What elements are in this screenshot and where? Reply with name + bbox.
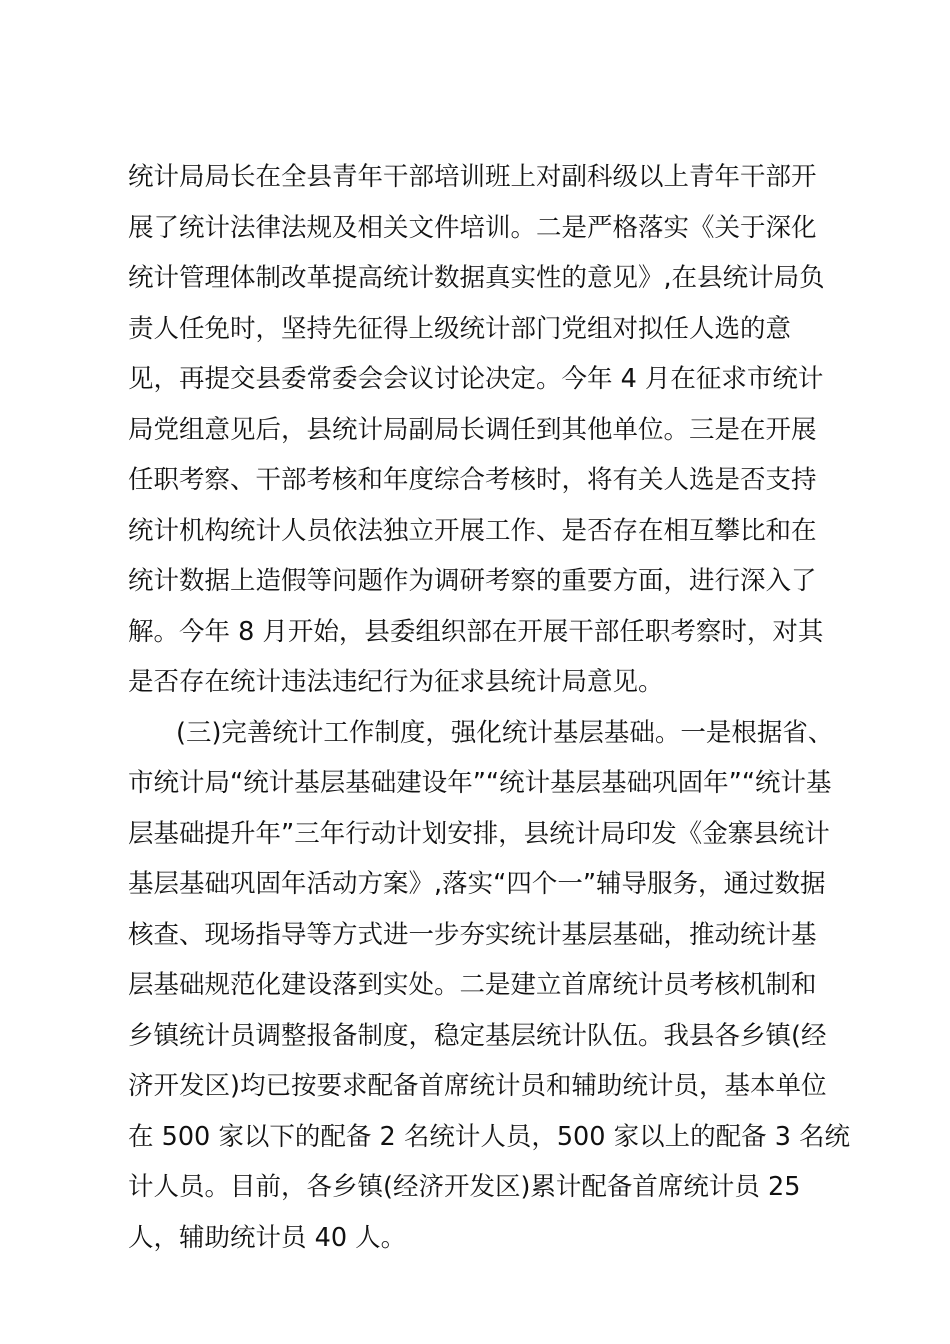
section-heading-line: (三)完善统计工作制度，强化统计基层基础。一是根据省、	[176, 717, 834, 748]
text-line: 见，再提交县委常委会会议讨论决定。今年 4 月在征求市统计	[128, 364, 824, 394]
text-line: 在 500 家以下的配备 2 名统计人员，500 家以上的配备 3 名统	[128, 1121, 851, 1152]
text-line: 局党组意见后，县统计局副局长调任到其他单位。三是在开展	[128, 414, 817, 445]
text-line: 层基础规范化建设落到实处。二是建立首席统计员考核机制和	[128, 970, 817, 1000]
text-line: 统计机构统计人员依法独立开展工作、是否存在相互攀比和在	[128, 515, 817, 546]
text-line: 展了统计法律法规及相关文件培训。二是严格落实《关于深化	[128, 212, 817, 243]
text-line: 任职考察、干部考核和年度综合考核时，将有关人选是否支持	[128, 465, 817, 495]
text-line: 是否存在统计违法违纪行为征求县统计局意见。	[128, 667, 664, 697]
text-line: 责人任免时，坚持先征得上级统计部门党组对拟任人选的意	[128, 313, 792, 344]
body-text	[128, 152, 851, 1263]
text-line: 统计局局长在全县青年干部培训班上对副科级以上青年干部开	[128, 162, 817, 192]
text-line: 济开发区)均已按要求配备首席统计员和辅助统计员，基本单位	[128, 1071, 827, 1101]
text-line: 统计数据上造假等问题作为调研考察的重要方面，进行深入了	[128, 566, 817, 596]
text-line: 人，辅助统计员 40 人。	[128, 1222, 407, 1253]
text-line: 统计管理体制改革提高统计数据真实性的意见》,在县统计局负	[128, 263, 825, 293]
text-line: 市统计局“统计基层基础建设年”“统计基层基础巩固年”“统计基	[128, 768, 832, 798]
text-line: 层基础提升年”三年行动计划安排，县统计局印发《金寨县统计	[128, 818, 830, 849]
text-line: 基层基础巩固年活动方案》,落实“四个一”辅导服务，通过数据	[128, 869, 826, 899]
text-line: 核查、现场指导等方式进一步夯实统计基层基础，推动统计基	[128, 919, 817, 950]
text-line: 计人员。目前，各乡镇(经济开发区)累计配备首席统计员 25	[128, 1172, 801, 1202]
text-line: 乡镇统计员调整报备制度，稳定基层统计队伍。我县各乡镇(经	[128, 1020, 827, 1051]
text-line: 解。今年 8 月开始，县委组织部在开展干部任职考察时，对其	[128, 616, 824, 647]
